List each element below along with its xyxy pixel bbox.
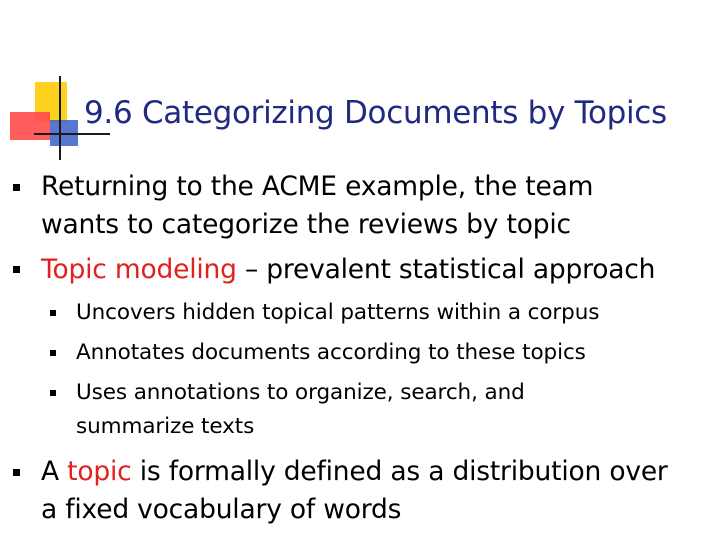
bullet-marker — [13, 184, 20, 191]
bullet-marker — [13, 469, 20, 476]
bullet-1-line-1: Returning to the ACME example, the team — [41, 171, 594, 202]
bullet-3-line-2: a fixed vocabulary of words — [41, 494, 402, 525]
bullet-3-line-1 — [41, 454, 668, 490]
slide-title: 9.6 Categorizing Documents by Topics — [84, 95, 667, 131]
bullet-2 — [41, 252, 655, 288]
bullet-3-suffix: is formally defined as a distribution over — [131, 456, 668, 487]
subbullet-1: Uncovers hidden topical patterns within a corpus — [76, 300, 600, 325]
bullet-3-prefix: A — [41, 456, 68, 487]
bullet-2-rest: – prevalent statistical approach — [236, 254, 656, 285]
subbullet-marker — [50, 350, 56, 356]
topic-modeling-highlight: Topic modeling — [41, 254, 237, 285]
subbullet-3-line-1: Uses annotations to organize, search, and — [76, 380, 525, 405]
subbullet-2: Annotates documents according to these topics — [76, 340, 586, 365]
bullet-marker — [13, 266, 20, 273]
bullet-1-line-2: wants to categorize the reviews by topic — [41, 209, 571, 240]
subbullet-marker — [50, 390, 56, 396]
subbullet-3-line-2: summarize texts — [76, 414, 255, 439]
topic-highlight: topic — [67, 456, 132, 487]
subbullet-marker — [50, 310, 56, 316]
